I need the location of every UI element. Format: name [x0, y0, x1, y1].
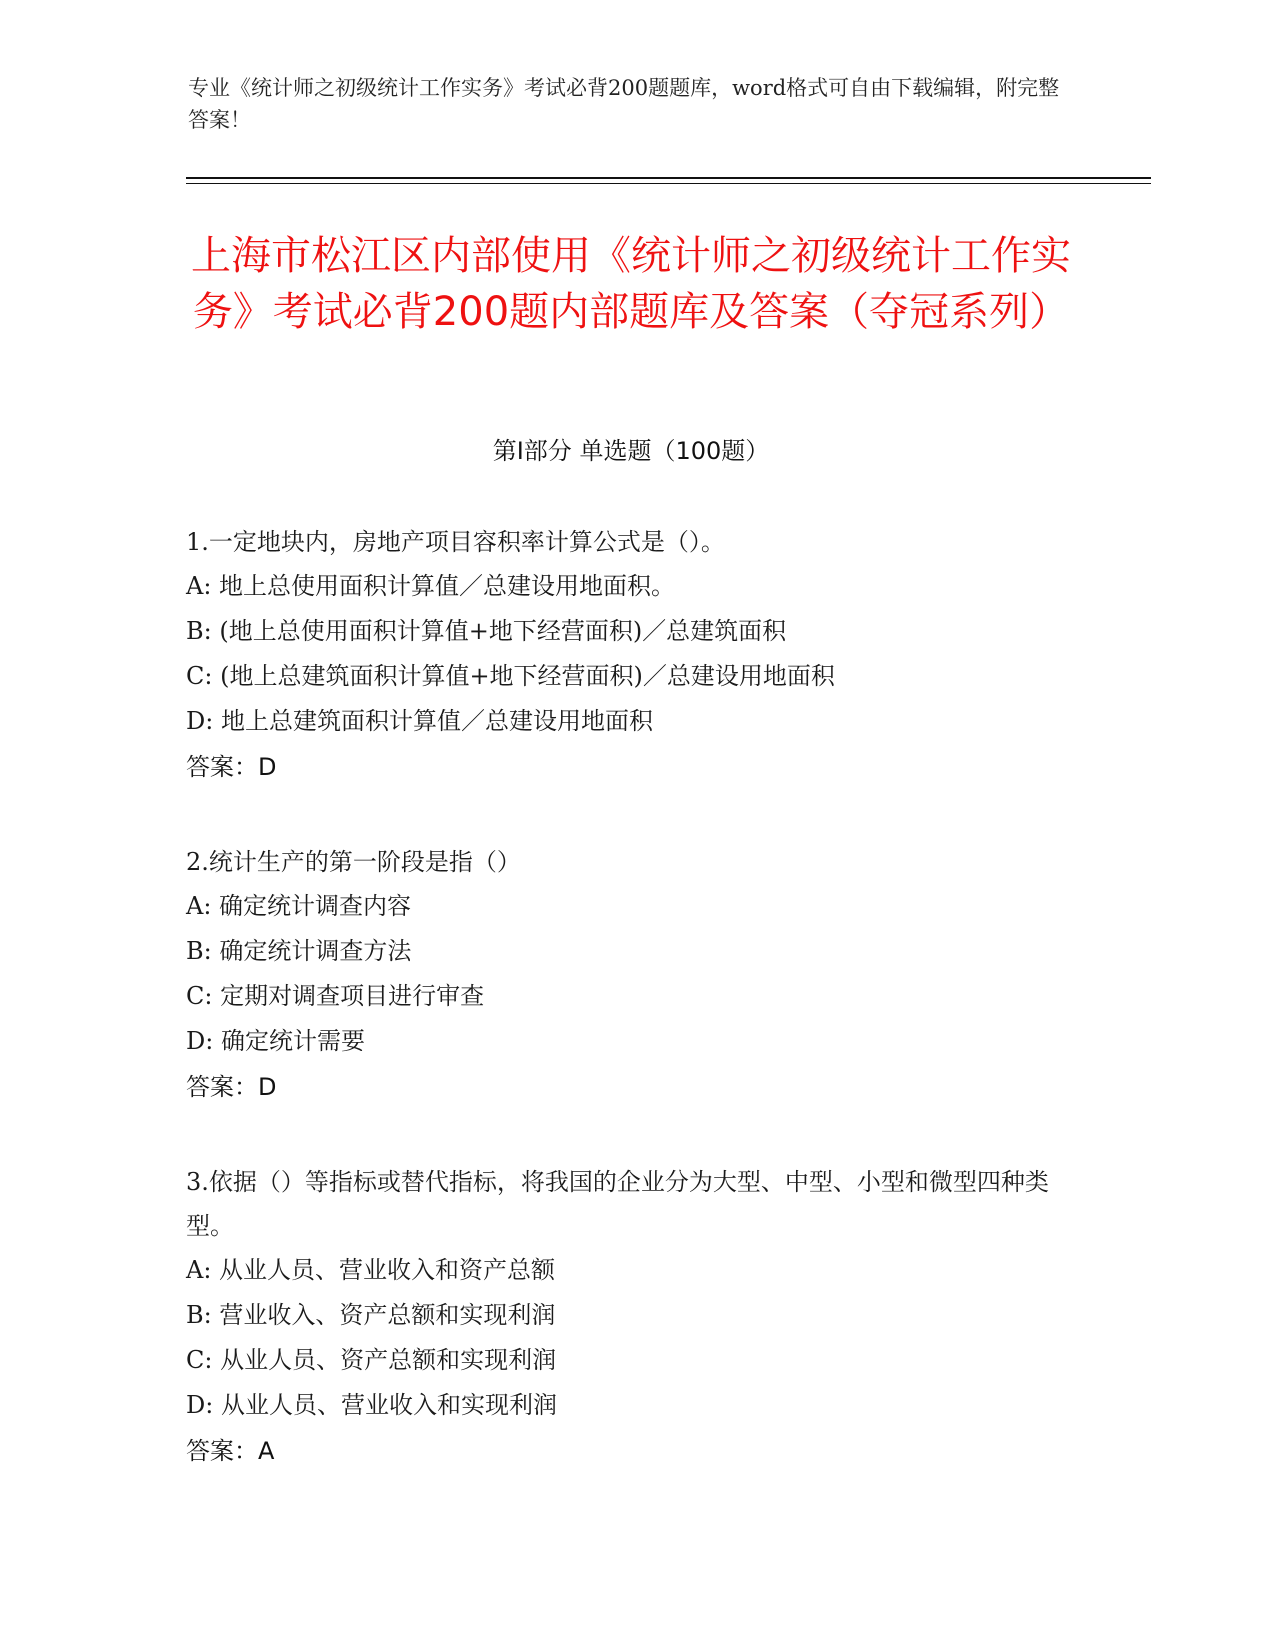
answer: 答案：D — [186, 753, 277, 781]
section-title: 第I部分 单选题（100题） — [492, 437, 770, 465]
question-stem: 3.依据（）等指标或替代指标，将我国的企业分为大型、中型、小型和微型四种类型。 — [186, 1168, 1049, 1240]
option-d: D: 从业人员、营业收入和实现利润 — [186, 1391, 557, 1419]
answer: 答案：D — [186, 1073, 277, 1101]
header-divider-thin — [186, 183, 1151, 184]
option-c: C: 定期对调查项目进行审查 — [186, 982, 485, 1010]
question-3 — [186, 1160, 1066, 1474]
document-title: 上海市松江区内部使用《统计师之初级统计工作实务》考试必背200题内部题库及答案（夺冠系列） — [191, 233, 1071, 335]
option-a: A: 从业人员、营业收入和资产总额 — [186, 1256, 556, 1284]
option-a: A: 地上总使用面积计算值／总建设用地面积。 — [186, 572, 676, 600]
option-a: A: 确定统计调查内容 — [186, 892, 412, 920]
option-d: D: 地上总建筑面积计算值／总建设用地面积 — [186, 707, 653, 735]
header-note: 专业《统计师之初级统计工作实务》考试必背200题题库，word格式可自由下载编辑，附完整答案！ — [188, 76, 1060, 132]
option-b: B: 确定统计调查方法 — [186, 937, 412, 965]
option-d: D: 确定统计需要 — [186, 1027, 365, 1055]
option-b: B: (地上总使用面积计算值+地下经营面积)／总建筑面积 — [186, 617, 787, 645]
question-stem: 1.一定地块内，房地产项目容积率计算公式是（）。 — [186, 528, 725, 556]
question-stem: 2.统计生产的第一阶段是指（） — [186, 848, 521, 876]
answer: 答案：A — [186, 1437, 275, 1465]
header-divider-thick — [186, 177, 1151, 179]
option-c: C: 从业人员、资产总额和实现利润 — [186, 1346, 557, 1374]
option-c: C: (地上总建筑面积计算值+地下经营面积)／总建设用地面积 — [186, 662, 835, 690]
question-2 — [186, 840, 1066, 1110]
question-1 — [186, 520, 1066, 790]
option-b: B: 营业收入、资产总额和实现利润 — [186, 1301, 556, 1329]
